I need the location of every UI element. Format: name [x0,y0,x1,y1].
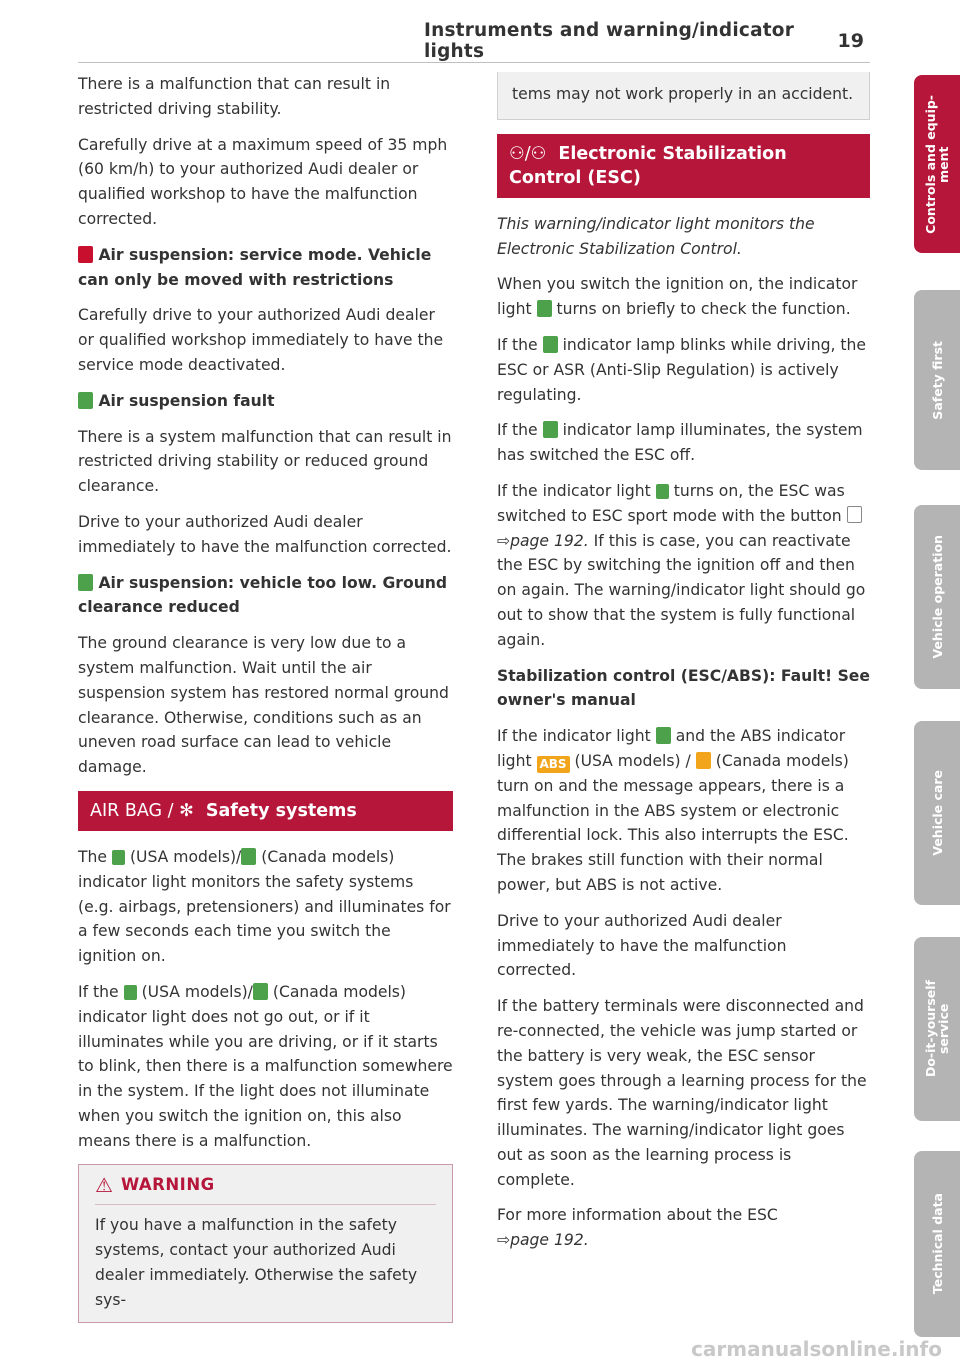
paragraph: There is a system malfunction that can result in restricted driving stability or reduced ground clearance. [78,427,452,496]
airbag-usa-icon [112,850,125,865]
warning-box [78,1164,453,1323]
subheading-esc-abs-fault: Stabilization control (ESC/ABS): Fault! See owner's manual [497,666,870,710]
paragraph: Drive to your authorized Audi dealer immediately to have the malfunction corrected. [497,911,787,980]
tab-safety-first[interactable]: Safety first [914,290,960,470]
paragraph: The ground clearance is very low due to a system malfunction. Wait until the air suspension system has restored normal ground clearance. Otherwise, conditions such as an uneven road surface can lead to vehicle damage. [78,634,449,777]
esc-button-icon [847,506,862,523]
warning-continuation: tems may not work properly in an accident. [497,72,870,120]
subheading-air-suspension-fault: Air suspension fault [78,389,453,414]
airbag-icon: AIR BAG / ✻ [90,800,194,821]
left-column [78,72,453,1323]
paragraph: Carefully drive to your authorized Audi dealer or qualified workshop immediately to have the service mode deactivated. [78,306,444,374]
air-suspension-low-icon [78,574,93,591]
tab-vehicle-care[interactable]: Vehicle care [914,721,960,905]
air-suspension-red-icon [78,246,93,263]
warning-triangle-icon: ⚠ [95,1173,113,1198]
paragraph: For more information about the ESC ⇨page 192. [497,1206,778,1250]
esc-indicator-icon [656,727,671,744]
watermark: carmanualsonline.info [691,1337,942,1361]
airbag-canada-icon [253,983,268,1000]
page-reference[interactable]: ⇨page 192. [497,531,589,550]
esc-indicator-icon [543,336,558,353]
paragraph: If the (USA models)/ (Canada models) indicator light does not go out, or if it illuminates while you are driving, or if it starts to blink, then there is a malfunction somewhere in the system. If the light does not illuminate when you switch the ignition on, this also means there is a malfunction. [78,982,453,1150]
warning-label: WARNING [120,1175,215,1195]
abs-icon: ABS [537,756,570,773]
section-intro: This warning/indicator light monitors the Electronic Stabilization Control. [497,214,815,258]
paragraph: If the indicator light and the ABS indicator light ABS (USA models) / (Canada models) turn on and the message appears, there is a malfunction in the ABS system or electronic differential lock. This also interrupts the ESC. The brakes still function with their normal power, but ABS is not active. [497,727,849,894]
page-header [424,20,864,62]
paragraph: If the indicator lamp blinks while driving, the ESC or ASR (Anti-Slip Regulation) is actively regulating. [497,335,867,404]
section-esc [497,134,870,198]
esc-sport-icon [656,484,669,499]
abs-canada-icon [696,752,711,769]
paragraph: Drive to your authorized Audi dealer immediately to have the malfunction corrected. [78,512,452,556]
page-number: 19 [837,30,864,52]
header-title: Instruments and warning/indicator lights [424,20,795,62]
paragraph: The (USA models)/ (Canada models) indicator light monitors the safety systems (e.g. airbags, pretensioners) and illuminates for a few seconds each time you switch the ignition on. [78,847,451,966]
right-column [497,72,870,1264]
section-safety-systems [78,791,453,831]
subheading-service-mode: Air suspension: service mode. Vehicle can only be moved with restrictions [78,245,432,289]
tab-technical-data[interactable]: Technical data [914,1151,960,1337]
paragraph: If the indicator light turns on, the ESC was switched to ESC sport mode with the button ⇨page 192. If this is case, you can reactivate the ESC by switching the ignition off and then on again. The warning/indicator light should go out to show that the system is fully functional again. [497,481,866,649]
esc-indicator-icon [537,300,552,317]
paragraph: Carefully drive at a maximum speed of 35 mph (60 km/h) to your authorized Audi dealer or qualified workshop to have the malfunction corrected. [78,135,448,228]
warning-header [79,1165,452,1204]
esc-off-icon [543,421,558,438]
section-title: Safety systems [205,800,357,821]
page-reference[interactable]: ⇨page 192. [497,1231,589,1250]
airbag-canada-icon [241,848,256,865]
airbag-usa-icon [124,985,137,1000]
section-title: Electronic Stabilization Control (ESC) [509,143,787,188]
tab-do-it-yourself-service[interactable]: Do-it-yourself service [914,937,960,1121]
paragraph: There is a malfunction that can result in restricted driving stability. [78,75,391,118]
tab-controls-and-equipment[interactable]: Controls and equip- ment [914,75,960,253]
warning-text: If you have a malfunction in the safety systems, contact your authorized Audi dealer immediately. Otherwise the safety sys- [95,1216,418,1309]
air-suspension-fault-icon [78,392,93,409]
tab-vehicle-operation[interactable]: Vehicle operation [914,505,960,689]
paragraph: If the indicator lamp illuminates, the system has switched the ESC off. [497,421,863,465]
paragraph: If the battery terminals were disconnected and re-connected, the vehicle was jump started or the battery is very weak, the ESC sensor system goes through a learning process for the first few yards. The warning/indicator light illuminates. The warning/indicator light goes out as soon as the learning process is complete. [497,997,867,1189]
header-divider [78,62,870,63]
esc-icon: ⚇/⚇ [509,143,547,164]
paragraph: When you switch the ignition on, the indicator light turns on briefly to check the function. [497,275,858,319]
subheading-vehicle-too-low: Air suspension: vehicle too low. Ground clearance reduced [78,573,448,617]
